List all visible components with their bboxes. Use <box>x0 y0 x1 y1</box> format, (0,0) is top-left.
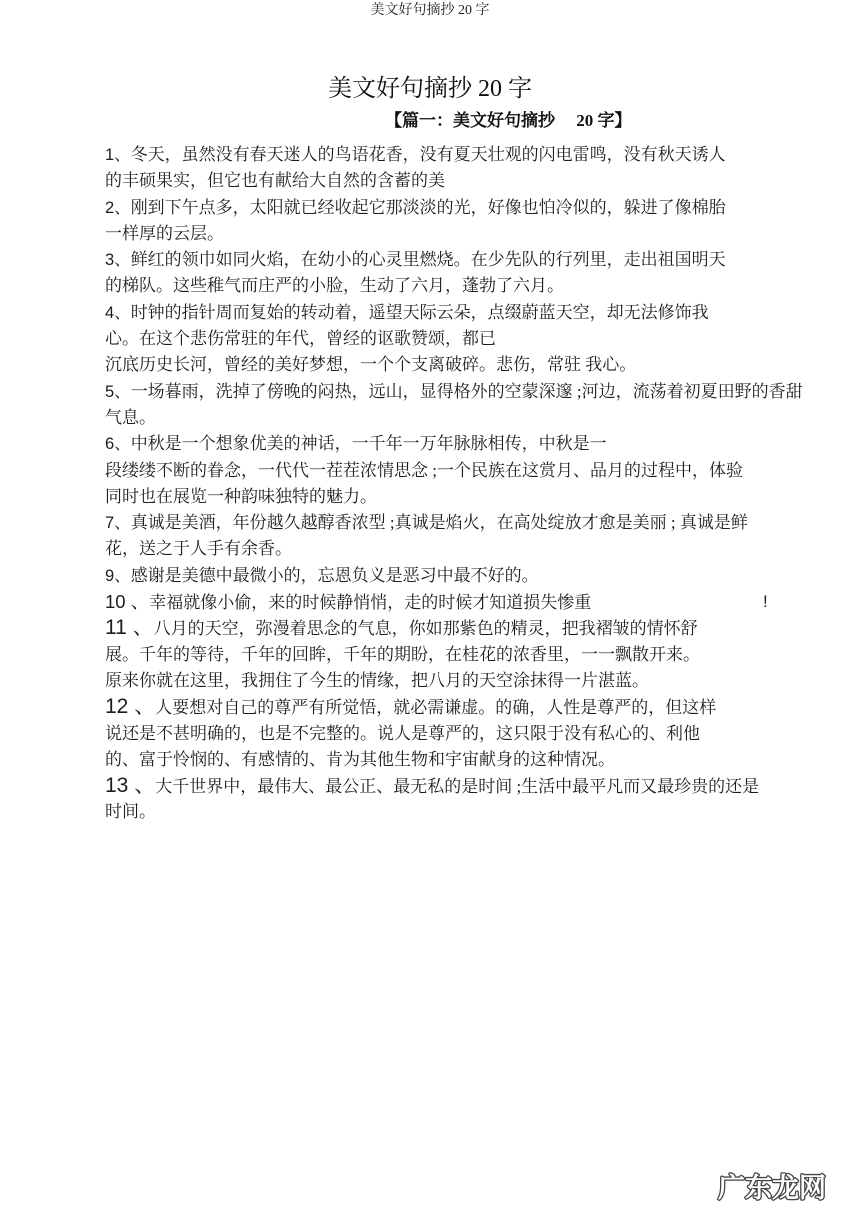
text-line <box>105 668 805 694</box>
text-line <box>105 431 805 457</box>
line-text: 沉底历史长河，曾经的美好梦想，一个个支离破碎。悲伤，常驻 我心。 <box>105 355 637 375</box>
line-text: 展。千年的等待，千年的回眸，千年的期盼，在桂花的浓香里，一一飘散开来。 <box>105 644 700 664</box>
line-text: 刚到下午点多，太阳就已经收起它那淡淡的光，好像也怕冷似的，躲进了像棉胎 <box>130 197 726 217</box>
line-text: 段缕缕不断的眷念，一代代一茬茬浓情思念 ;一个民族在这赏月、品月的过程中，体验 <box>105 460 743 480</box>
line-number: 5、 <box>105 382 131 401</box>
line-text: 一样厚的云层。 <box>105 223 224 243</box>
line-text: 大千世界中，最伟大、最公正、最无私的是时间 ;生活中最平凡而又最珍贵的还是 <box>155 777 760 797</box>
line-number: 12 、 <box>105 695 156 719</box>
line-text: 中秋是一个想象优美的神话，一千年一万年脉脉相传，中秋是一 <box>130 434 607 454</box>
text-line <box>105 563 805 589</box>
text-line <box>105 195 805 221</box>
line-number: 6、 <box>105 435 131 454</box>
line-number: 10 、 <box>105 591 150 613</box>
text-line <box>105 536 805 562</box>
text-line <box>105 615 805 641</box>
line-number: 2、 <box>105 198 131 217</box>
line-text: 原来你就在这里，我拥住了今生的情缘，把八月的天空涂抹得一片湛蓝。 <box>105 670 649 690</box>
text-line <box>105 773 805 799</box>
text-line <box>105 458 805 484</box>
text-line <box>105 589 805 615</box>
line-number: 3、 <box>105 251 131 270</box>
line-text: 同时也在展览一种韵味独特的魅力。 <box>105 486 377 506</box>
line-number: 1、 <box>105 146 131 164</box>
text-line <box>105 484 805 510</box>
line-text: 人要想对自己的尊严有所觉悟，就必需谦虚。的确，人性是尊严的，但这样 <box>155 698 717 718</box>
line-text: 感谢是美德中最微小的，忘恩负义是恶习中最不好的。 <box>130 565 539 585</box>
text-line <box>105 300 805 326</box>
line-text: 花，送之于人手有余香。 <box>105 539 292 559</box>
watermark <box>716 1166 846 1208</box>
document-header: 美文好句摘抄 20 字 <box>370 3 490 18</box>
text-line <box>105 379 805 405</box>
text-line <box>105 721 805 747</box>
line-number: 9、 <box>105 566 131 585</box>
watermark-text: 广东龙网 <box>718 1173 826 1204</box>
line-number: 7、 <box>105 514 131 533</box>
line-text: 时钟的指针周而复始的转动着，遥望天际云朵，点缀蔚蓝天空，却无法修饰我 <box>130 302 709 322</box>
text-line <box>105 221 805 247</box>
text-line <box>105 747 805 773</box>
text-line <box>105 405 805 431</box>
text-line <box>105 799 805 825</box>
text-line <box>105 142 805 168</box>
line-text: 时间。 <box>105 802 156 822</box>
line-number: 11 、 <box>105 616 154 640</box>
line-text: 气息。 <box>105 407 156 427</box>
text-line <box>105 510 805 536</box>
line-text: 冬天，虽然没有春天迷人的鸟语花香，没有夏天壮观的闪电雷鸣，没有秋天诱人 <box>130 145 726 164</box>
line-text: 八月的天空，弥漫着思念的气息，你如那紫色的精灵，把我褶皱的情怀舒 <box>153 619 698 639</box>
page-title: 美文好句摘抄 20 字 <box>328 76 532 102</box>
line-text: 说还是不甚明确的，也是不完整的。说人是尊严的，这只限于没有私心的、利他 <box>105 723 700 743</box>
text-line <box>105 642 805 668</box>
text-line <box>105 247 805 273</box>
text-line <box>105 273 805 299</box>
document-body <box>105 142 805 826</box>
text-line <box>105 352 805 378</box>
line-number: 4、 <box>105 303 131 322</box>
line-text: 真诚是美酒，年份越久越醇香浓型 ;真诚是焰火，在高处绽放才愈是美丽 ; 真诚是鲜 <box>130 513 748 533</box>
line-text: 幸福就像小偷，来的时候静悄悄，走的时候才知道损失惨重 <box>149 593 592 613</box>
line-text: 一场暮雨，洗掉了傍晚的闷热，远山，显得格外的空蒙深邃 ;河边，流荡着初夏田野的香甜 <box>130 381 803 401</box>
line-tail-punctuation: ! <box>763 592 768 612</box>
line-text: 的丰硕果实，但它也有献给大自然的含蓄的美 <box>105 171 445 191</box>
text-line <box>105 168 805 194</box>
line-text: 鲜红的领巾如同火焰，在幼小的心灵里燃烧。在少先队的行列里，走出祖国明天 <box>130 250 726 270</box>
line-number: 13 、 <box>105 774 156 798</box>
text-line <box>105 326 805 352</box>
line-text: 的、富于怜悯的、有感情的、肯为其他生物和宇宙献身的这种情况。 <box>105 749 615 769</box>
line-text: 心。在这个悲伤常驻的年代，曾经的讴歌赞颂，都已 <box>105 329 496 349</box>
text-line <box>105 694 805 720</box>
section-heading: 【篇一：美文好句摘抄 20 字】 <box>385 111 632 130</box>
line-text: 的梯队。这些稚气而庄严的小脸，生动了六月，蓬勃了六月。 <box>105 276 564 296</box>
